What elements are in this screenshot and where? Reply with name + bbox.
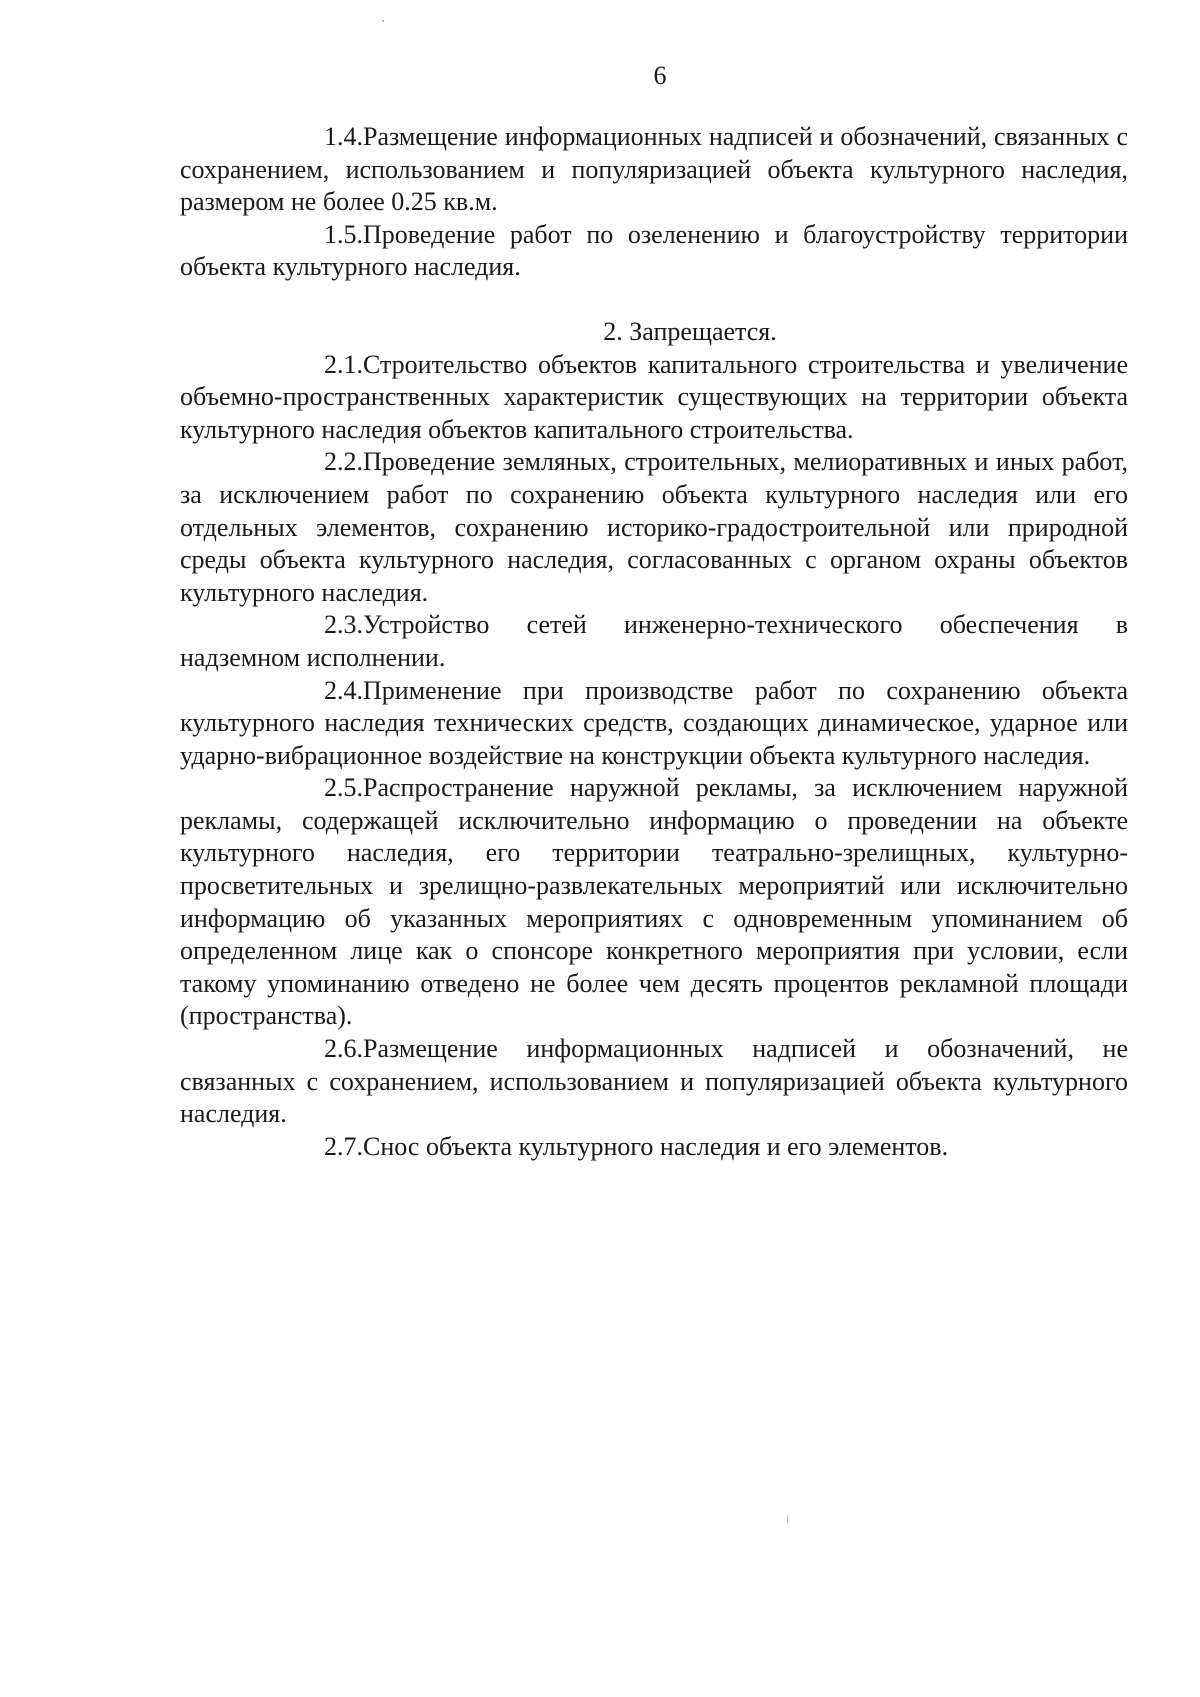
paragraph-2-6 [180, 1033, 1128, 1131]
paragraph-number: 2.1. [324, 349, 363, 379]
paragraph-number: 1.5. [324, 219, 363, 249]
paragraph-number: 2.3. [324, 610, 363, 640]
paragraph-text: Проведение земляных, строительных, мелиоративных и иных работ, за исключением работ по сохранению объекта культурного наследия или его отдельных элементов, сохранению историко-градостроительной или природной среды объекта культурного наследия, согласованных с органом охраны объектов культурного наследия. [180, 447, 1128, 607]
paragraph-2-4 [180, 675, 1128, 773]
paragraph-text: Размещение информационных надписей и обозначений, связанных с сохранением, использованием и популяризацией объекта культурного наследия, размером не более 0.25 кв.м. [180, 122, 1128, 217]
paragraph-1-5 [180, 219, 1128, 284]
paragraph-number: 2.6. [324, 1034, 363, 1064]
paragraph-text: Проведение работ по озеленению и благоустройству территории объекта культурного наследия. [180, 219, 1128, 282]
paragraph-1-4 [180, 121, 1128, 219]
page-number: 6 [653, 61, 667, 90]
paragraph-text: Распространение наружной рекламы, за исключением наружной рекламы, содержащей исключительно информацию о проведении на объекте культурного наследия, его территории театрально-зрелищных, культурно-просветительных и зрелищно-развлекательных мероприятий или исключительно информацию об указанных мероприятиях с одновременным упоминанием об определенном лице как о спонсоре конкретного мероприятия при условии, если такому упоминанию отведено не более чем десять процентов рекламной площади (пространства). [180, 773, 1128, 1031]
paragraph-text: Размещение информационных надписей и обозначений, не связанных с сохранением, использованием и популяризацией объекта культурного наследия. [180, 1034, 1128, 1129]
paragraph-2-2 [180, 446, 1128, 609]
paragraph-number: 2.4. [324, 675, 363, 705]
scan-artifact [382, 20, 384, 22]
paragraph-2-1 [180, 349, 1128, 447]
paragraph-text: Строительство объектов капитального строительства и увеличение объемно-пространственных характеристик существующих на территории объекта культурного наследия объектов капитального строительства. [180, 349, 1128, 444]
scan-artifact [787, 1515, 788, 1523]
paragraph-number: 1.4. [324, 122, 363, 151]
paragraph-number: 2.5. [324, 773, 363, 803]
paragraph-2-7 [180, 1131, 1128, 1164]
paragraph-2-5 [180, 772, 1128, 1033]
section-heading: 2. Запрещается. [603, 316, 777, 346]
document-body [180, 121, 1128, 1163]
paragraph-number: 2.2. [324, 447, 363, 477]
paragraph-text: Применение при производстве работ по сохранению объекта культурного наследия технических средств, создающих динамическое, ударное или ударно-вибрационное воздействие на конструкции объекта культурного наследия. [180, 675, 1128, 770]
paragraph-text: Устройство сетей инженерно-технического обеспечения в надземном исполнении. [180, 610, 1128, 672]
paragraph-text: Снос объекта культурного наследия и его элементов. [363, 1131, 949, 1161]
paragraph-2-3 [180, 609, 1128, 674]
paragraph-number: 2.7. [324, 1131, 363, 1161]
